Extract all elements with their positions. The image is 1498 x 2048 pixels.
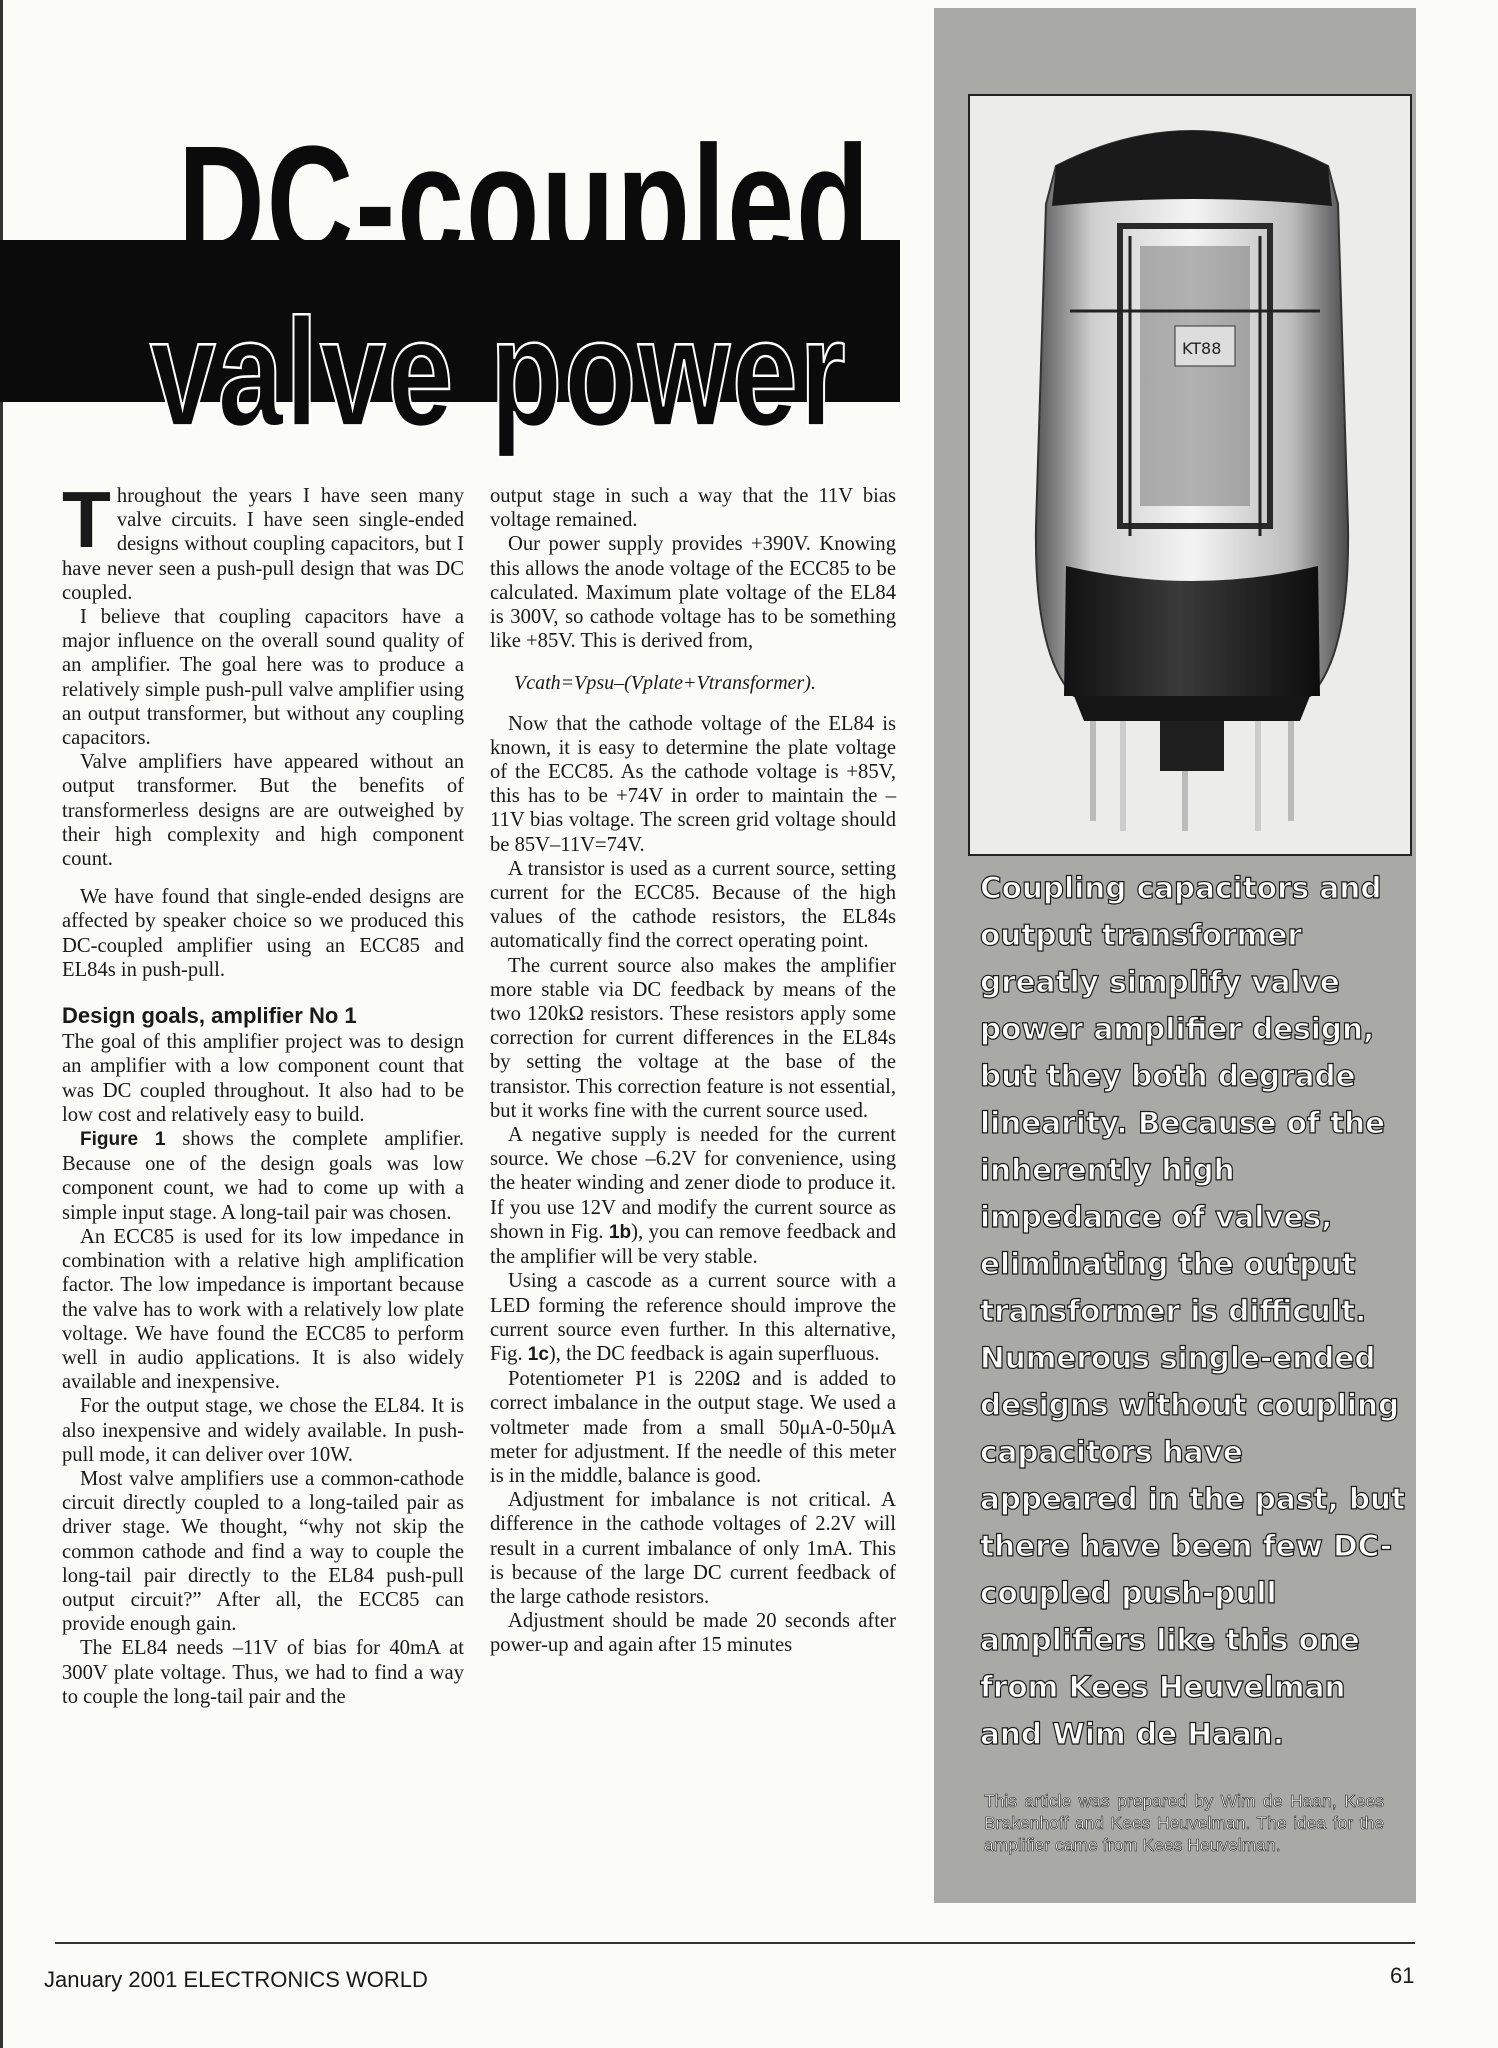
figure-reference: 1c [527,1343,549,1365]
paragraph: A transistor is used as a current source, setting current for the ECC85. Because of the high values of the cathode resistors, the EL84s automatically find the correct operating point. [490,857,896,953]
footer-rule [55,1942,1415,1944]
valve-tube-image [970,96,1412,856]
paragraph: Adjustment should be made 20 seconds after power-up and again after 15 minutes [490,1610,896,1657]
paragraph: An ECC85 is used for its low impedance in combination with a relative high amplification factor. The low impedance is important because the valve has to work with a relatively low plate voltage. We have found the ECC85 to perform well in audio applications. It is also widely available and inexpensive. [62,1225,464,1394]
paragraph: Using a cascode as a current source with a LED forming the reference should improve the current source even further. In this alternative, Fig. 1c), the DC feedback is again superfluous. [490,1270,896,1365]
article-column-1 [62,475,464,1709]
paragraph: Potentiometer P1 is 220Ω and is added to correct imbalance in the output stage. We used a voltmeter made from a small 50μA-0-50μA meter for adjustment. If the needle of this meter is in the middle, balance is good. [490,1368,896,1487]
page-number: 61 [1390,1963,1415,1988]
headline-line-2: valve power [150,287,848,460]
valve-photo [968,94,1412,856]
formula: Vcath=Vpsu–(Vplate+Vtransformer). [514,672,816,695]
drop-cap: T [62,475,111,564]
section-heading: Design goals, amplifier No 1 [62,1003,357,1029]
figure-reference: Figure 1 [80,1129,166,1151]
paragraph: Adjustment for imbalance is not critical. A difference in the cathode voltages of 2.2V will result in a current imbalance of only 1mA. This is because of the large DC current feedback of the large cathode resistors. [490,1489,896,1608]
paragraph: Throughout the years I have seen many valve circuits. I have seen single-ended designs without coupling capacitors, but I have never seen a push-pull design that was DC coupled. [62,475,464,604]
paragraph: The EL84 needs –11V of bias for 40mA at 300V plate voltage. Thus, we had to find a way to couple the long-tail pair and the [62,1637,464,1708]
paragraph: The current source also makes the amplifier more stable via DC feedback by means of the two 120kΩ resistors. These resistors apply some correction for current differences in the EL84s by setting the voltage at the base of the transistor. This correction feature is not essential, but it works fine with the current source used. [490,954,896,1122]
article-column-2 [490,484,896,1658]
tube-label: KT88 [1182,339,1222,358]
paragraph: We have found that single-ended designs are affected by speaker choice so we produced this DC-coupled amplifier using an ECC85 and EL84s in push-pull. [62,886,464,981]
paragraph: output stage in such a way that the 11V bias voltage remained. [490,485,896,532]
headline-line-1: DC-coupled [178,112,872,294]
pull-quote: Coupling capacitors and output transformer greatly simplify valve power amplifier design, but they both degrade linearity. Because of the inherently high impedance of valves, eliminating the output transformer is difficult. Numerous single-ended designs without coupling capacitors have appeared in the past, but there have been few DC-coupled push-pull amplifiers like this one from Kees Heuvelman and Wim de Haan. [980,871,1406,1751]
article-credits: This article was prepared by Wim de Haan, Kees Brakenhoff and Kees Heuvelman. The idea for the amplifier came from Kees Heuvelman. [984,1791,1384,1855]
paragraph: Our power supply provides +390V. Knowing this allows the anode voltage of the ECC85 to be calculated. Maximum plate voltage of the EL84 is 300V, so cathode voltage has to be something like +85V. This is derived from, [490,533,896,653]
paragraph: Valve amplifiers have appeared without an output transformer. But the benefits of transformerless designs are are outweighed by their high complexity and high component count. [62,751,464,871]
paragraph: The goal of this amplifier project was to design an amplifier with a low component count that was DC coupled throughout. It also had to be low cost and relatively easy to build. [62,1031,464,1126]
paragraph: A negative supply is needed for the current source. We chose –6.2V for convenience, using the heater winding and zener diode to produce it. If you use 12V and modify the current source as shown in Fig. 1b), you can remove feedback and the amplifier will be very stable. [490,1124,896,1269]
paragraph: Now that the cathode voltage of the EL84 is known, it is easy to determine the plate voltage of the ECC85. As the cathode voltage is +85V, this has to be +74V in order to maintain the –11V bias voltage. The screen grid voltage should be 85V–11V=74V. [490,712,896,856]
paragraph: I believe that coupling capacitors have a major influence on the overall sound quality of an amplifier. The goal here was to produce a relatively simple push-pull valve amplifier using an output transformer, but without any coupling capacitors. [62,606,464,750]
paragraph: For the output stage, we chose the EL84. It is also inexpensive and widely available. In push-pull mode, it can deliver over 10W. [62,1395,464,1466]
issue-line: January 2001 ELECTRONICS WORLD [44,1967,428,1992]
paragraph: Figure 1 shows the complete amplifier. Because one of the design goals was low component count, we had to come up with a simple input stage. A long-tail pair was chosen. [62,1128,464,1224]
paragraph: Most valve amplifiers use a common-cathode circuit directly coupled to a long-tailed pair as driver stage. We thought, “why not skip the common cathode and find a way to couple the long-tail pair directly to the EL84 push-pull output circuit?” After all, the ECC85 can provide enough gain. [62,1467,464,1636]
figure-reference: 1b [608,1221,632,1243]
